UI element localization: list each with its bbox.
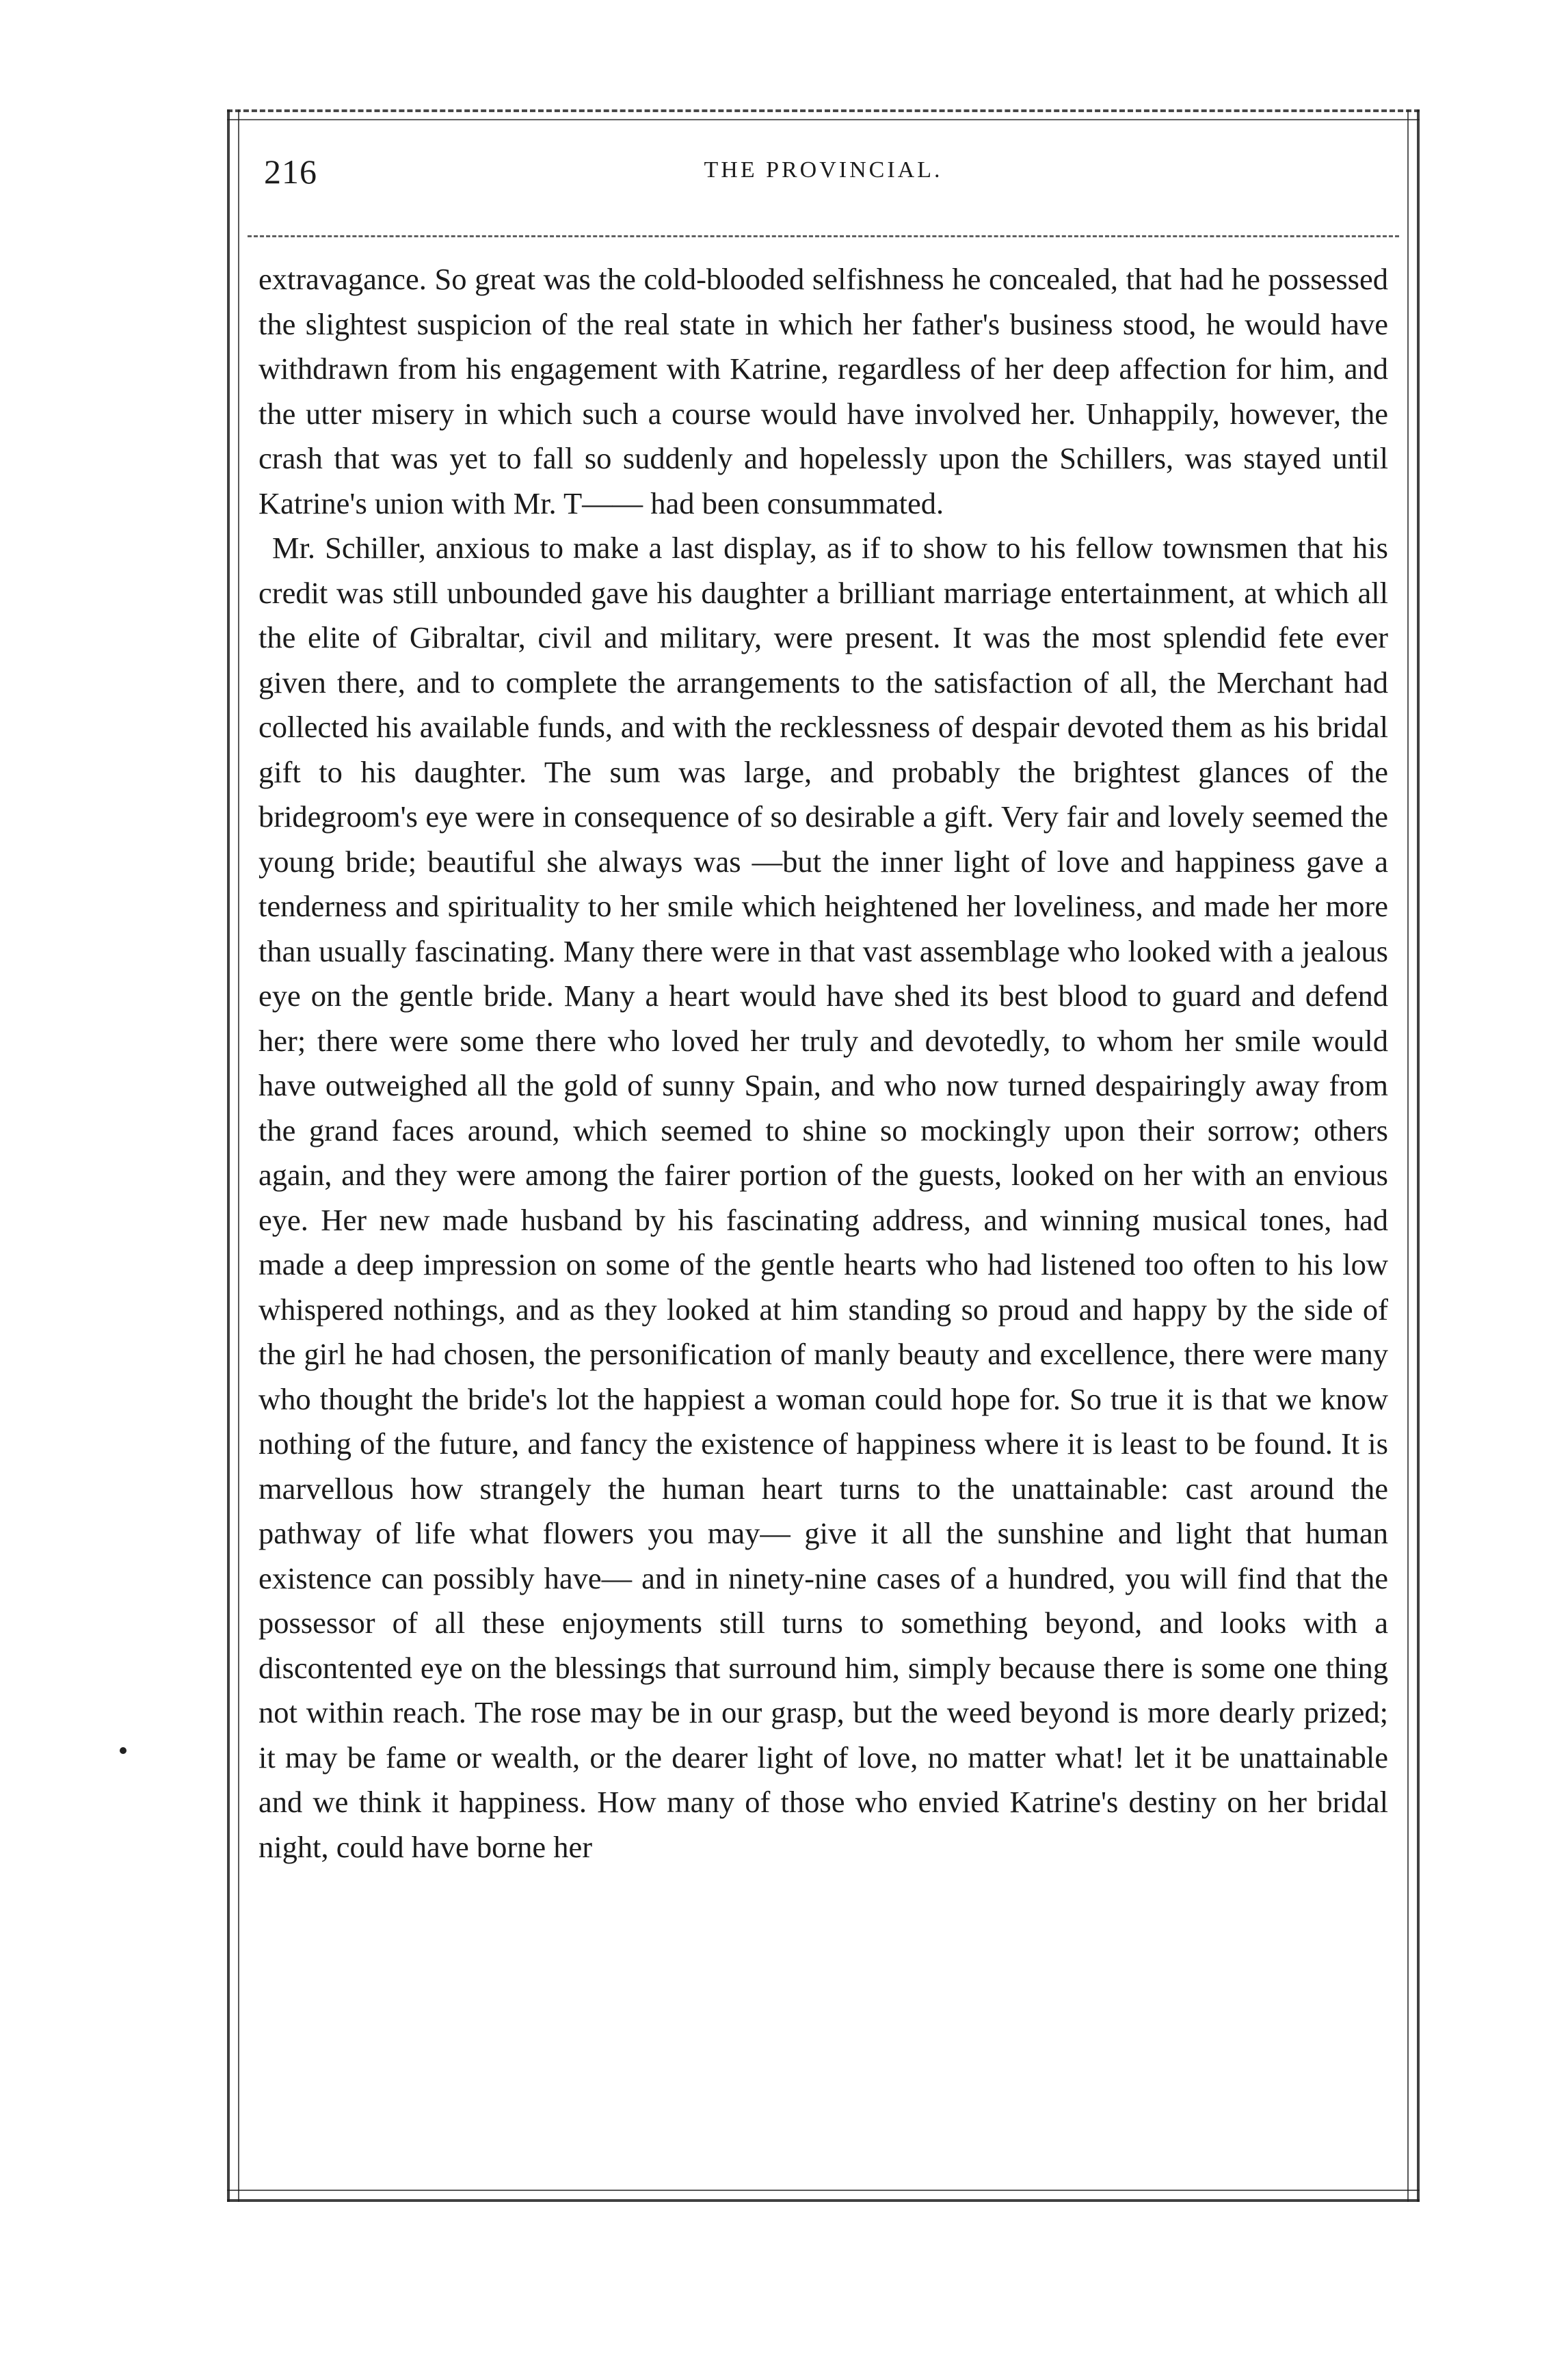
running-header: [264, 152, 1383, 223]
header-rule: [248, 235, 1399, 237]
paragraph-schiller-display: Mr. Schiller, anxious to make a last display, as if to show to his fellow townsmen that his credit was still unbounded gave his daughter a brilliant marriage entertainment, at which all the elite of Gibraltar, civil and military, were present. It was the most splendid fete ever given there, and to complete the arrangements to the satisfaction of all, the Merchant had collected his available funds, and with the recklessness of despair devoted them as his bridal gift to his daughter. The sum was large, and probably the brightest glances of the bridegroom's eye were in consequence of so desirable a gift. Very fair and lovely seemed the young bride; beautiful she always was —but the inner light of love and happiness gave a tenderness and spirituality to her smile which heightened her loveliness, and made her more than usually fascinating. Many there were in that vast assemblage who looked with a jealous eye on the gentle bride. Many a heart would have shed its best blood to guard and defend her; there were some there who loved her truly and devotedly, to whom her smile would have outweighed all the gold of sunny Spain, and who now turned despairingly away from the grand faces around, which seemed to shine so mockingly upon their sorrow; others again, and they were among the fairer portion of the guests, looked on her with an envious eye. Her new made husband by his fascinating address, and winning musical tones, had made a deep impression on some of the gentle hearts who had listened too often to his low whispered nothings, and as they looked at him standing so proud and happy by the side of the girl he had chosen, the personification of manly beauty and excellence, there were many who thought the bride's lot the happiest a woman could hope for. So true it is that we know nothing of the future, and fancy the existence of happiness where it is least to be found. It is marvellous how strangely the human heart turns to the unattainable: cast around the pathway of life what flowers you may— give it all the sunshine and light that human existence can possibly have— and in ninety-nine cases of a hundred, you will find that the possessor of all these enjoyments still turns to something beyond, and looks with a discontented eye on the blessings that surround him, simply because there is some one thing not within reach. The rose may be in our grasp, but the weed beyond is more dearly prized; it may be fame or wealth, or the dearer light of love, no matter what! let it be unattainable and we think it happiness. How many of those who envied Katrine's destiny on her bridal night, could have borne her: [258, 531, 1388, 1864]
frame-top-inner-border: [227, 119, 1420, 120]
frame-top-border: [227, 109, 1420, 112]
paragraph-continued: extravagance. So great was the cold-blooded selfishness he concealed, that had he possessed the slightest suspicion of the real state in which her father's business stood, he would have withdrawn from his engagement with Katrine, regardless of her deep affection for him, and the utter misery in which such a course would have involved her. Unhappily, however, the crash that was yet to fall so suddenly and hopelessly upon the Schillers, was stayed until Katrine's union with Mr. T—— had been consummated.: [258, 262, 1388, 520]
body-text: [258, 257, 1388, 1870]
page-number: 216: [264, 152, 317, 191]
page-frame: [227, 109, 1420, 2202]
ink-speck: [120, 1747, 127, 1754]
running-title: THE PROVINCIAL.: [704, 157, 943, 183]
frame-bottom-inner-border: [227, 2190, 1420, 2191]
frame-left-inner-border: [238, 109, 239, 2202]
frame-bottom-border: [227, 2199, 1420, 2202]
frame-right-inner-border: [1407, 109, 1409, 2202]
frame-right-border: [1417, 109, 1420, 2202]
frame-left-border: [227, 109, 230, 2202]
